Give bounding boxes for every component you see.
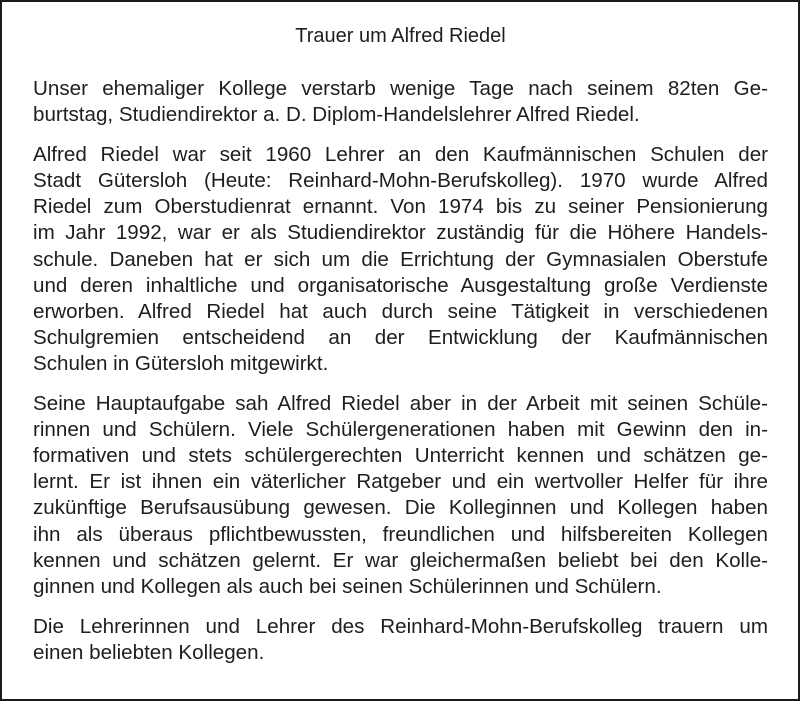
text-line: Alfred Riedel war seit 1960 Lehrer an den Kaufmännischen Schulen der [33, 143, 768, 167]
text-line: einen beliebten Kollegen. [33, 640, 265, 664]
text-line: ginnen und Kollegen als auch bei seinen Schülerinnen und Schülern. [33, 574, 662, 598]
paragraph-career [33, 142, 768, 377]
text-line: formativen und stets schülergerechten Unterricht kennen und schätzen ge- [33, 444, 768, 468]
paragraph-announcement [33, 76, 768, 128]
paragraph-mourning [33, 614, 768, 666]
text-line: burtstag, Studiendirektor a. D. Diplom-Handelslehrer Alfred Riedel. [33, 103, 640, 127]
text-line: Schulgremien entscheidend an der Entwicklung der Kaufmännischen [33, 325, 768, 349]
text-line: Stadt Gütersloh (Heute: Reinhard-Mohn-Berufskolleg). 1970 wurde Alfred [33, 169, 768, 193]
text-line: und deren inhaltliche und organisatorische Ausgestaltung große Verdienste [33, 273, 768, 297]
text-line: schule. Daneben hat er sich um die Errichtung der Gymnasialen Oberstufe [33, 247, 768, 271]
text-line: Die Lehrerinnen und Lehrer des Reinhard-Mohn-Berufskolleg trauern um [33, 614, 768, 638]
text-line: Schulen in Gütersloh mitgewirkt. [33, 351, 329, 375]
text-line: lernt. Er ist ihnen ein väterlicher Ratgeber und ein wertvoller Helfer für ihre [33, 470, 768, 494]
text-line: Unser ehemaliger Kollege verstarb wenige Tage nach seinem 82ten Ge- [33, 77, 768, 100]
text-line: zukünftige Berufsausübung gewesen. Die Kolleginnen und Kollegen haben [33, 496, 768, 520]
text-line: rinnen und Schülern. Viele Schülergenerationen haben mit Gewinn den in- [33, 418, 768, 442]
text-line: Riedel zum Oberstudienrat ernannt. Von 1974 bis zu seiner Pensionierung [33, 195, 768, 219]
notice-title: Trauer um Alfred Riedel [295, 25, 506, 47]
text-line: kennen und schätzen gelernt. Er war gleichermaßen beliebt bei den Kolle- [33, 548, 768, 572]
paragraph-teaching [33, 391, 768, 600]
text-line: Seine Hauptaufgabe sah Alfred Riedel aber in der Arbeit mit seinen Schüle- [33, 392, 768, 416]
text-line: erworben. Alfred Riedel hat auch durch seine Tätigkeit in verschiedenen [33, 299, 768, 323]
text-line: im Jahr 1992, war er als Studiendirektor zuständig für die Höhere Handels- [33, 221, 768, 245]
text-line: ihn als überaus pflichtbewussten, freundlichen und hilfsbereiten Kollegen [33, 522, 768, 546]
